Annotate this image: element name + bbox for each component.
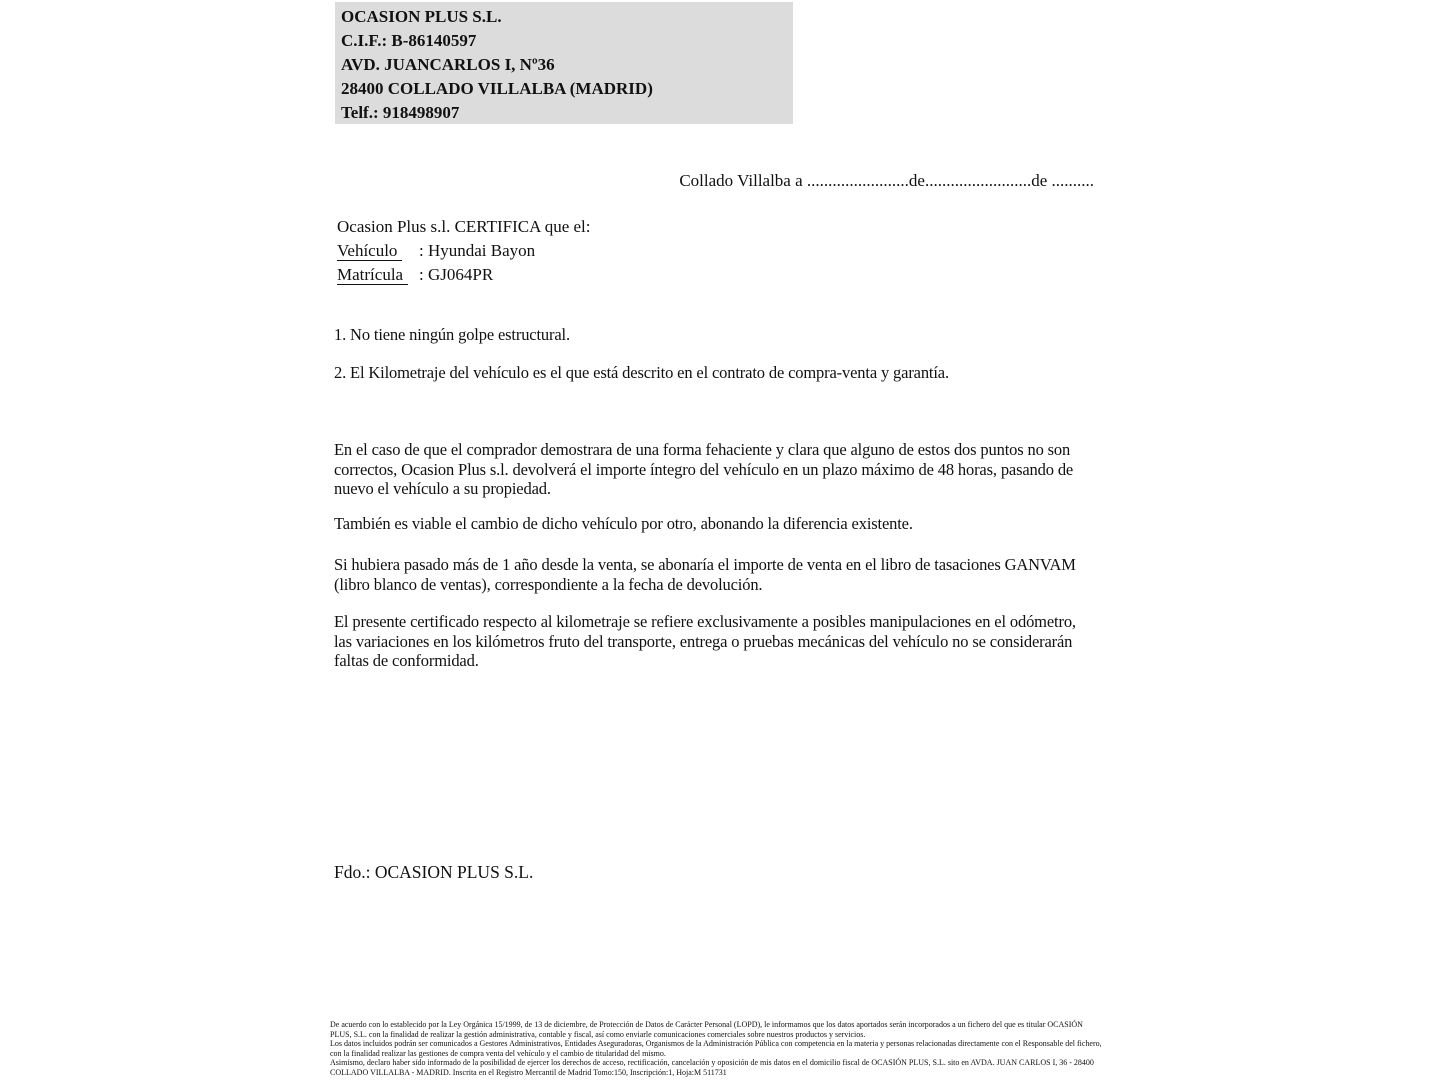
certification-block <box>337 215 1037 287</box>
vehicle-label-box <box>337 239 419 263</box>
certification-intro: Ocasion Plus s.l. CERTIFICA que el: <box>337 217 591 236</box>
vehicle-value: : Hyundai Bayon <box>419 241 536 260</box>
vehicle-row <box>337 239 1037 263</box>
refund-paragraph: En el caso de que el comprador demostrara de una forma fehaciente y clara que alguno de estos dos puntos no son correctos, Ocasion Plus s.l. devolverá el importe íntegro del vehículo en un plazo máximo de 48 horas, pasando de nuevo el vehículo a su propiedad. <box>334 440 1074 498</box>
company-name: OCASION PLUS S.L. <box>341 7 502 26</box>
exchange-paragraph: También es viable el cambio de dicho vehículo por otro, abonando la diferencia existente. <box>334 514 913 533</box>
odometer-paragraph: El presente certificado respecto al kilometraje se refiere exclusivamente a posibles manipulaciones en el odómetro, las variaciones en los kilómetros fruto del transporte, entrega o pruebas mecánicas del vehículo no se considerarán faltas de conformidad. <box>334 612 1076 670</box>
plate-row <box>337 263 1037 287</box>
condition-point-1: 1. No tiene ningún golpe estructural. <box>334 325 570 344</box>
plate-label-box <box>337 263 419 287</box>
plate-label: Matrícula <box>337 265 408 285</box>
condition-point-2: 2. El Kilometraje del vehículo es el que está descrito en el contrato de compra-venta y garantía. <box>334 363 949 382</box>
signature-line: Fdo.: OCASION PLUS S.L. <box>334 862 534 882</box>
company-phone: Telf.: 918498907 <box>341 103 460 122</box>
legal-paragraph-data-sharing: Los datos incluidos podrán ser comunicados a Gestores Administrativos, Entidades Aseguradoras, Organismos de la Administración Pública con competencia en la materia y personas relacionadas directamente con el Responsable del fichero, con la finalidad realizar las gestiones de compra venta del vehículo y el cambio de titularidad del mismo. <box>330 1039 1102 1058</box>
date-line: Collado Villalba a ........................de.........................de .......... <box>679 171 1094 190</box>
vehicle-label: Vehículo <box>337 241 402 261</box>
ganvam-paragraph: Si hubiera pasado más de 1 año desde la venta, se abonaría el importe de venta en el libro de tasaciones GANVAM (libro blanco de ventas), correspondiente a la fecha de devolución. <box>334 555 1076 594</box>
company-cif: C.I.F.: B-86140597 <box>341 31 477 50</box>
company-city: 28400 COLLADO VILLALBA (MADRID) <box>341 79 653 98</box>
company-header-box <box>335 2 793 124</box>
legal-paragraph-lopd: De acuerdo con lo establecido por la Ley Orgánica 15/1999, de 13 de diciembre, de Protección de Datos de Carácter Personal (LOPD), le informamos que los datos aportados serán incorporados a un fichero del que es titular OCASIÓN PLUS, S.L. con la finalidad de realizar la gestión administrativa, contable y fiscal, así como enviarle comunicaciones comerciales sobre nuestros productos y servicios. <box>330 1020 1083 1039</box>
legal-paragraph-rights: Asimismo, declaro haber sido informado de la posibilidad de ejercer los derechos de acceso, rectificación, cancelación y oposición de mis datos en el domicilio fiscal de OCASIÓN PLUS, S.L. sito en AVDA. JUAN CARLOS I, 36 - 28400 COLLADO VILLALBA - MADRID. Inscrita en el Registro Mercantil de Madrid Tomo:150, Inscripción:1, Hoja:M 511731 <box>330 1058 1094 1077</box>
company-address: AVD. JUANCARLOS I, Nº36 <box>341 55 555 74</box>
legal-footer <box>330 1020 1102 1078</box>
plate-value: : GJ064PR <box>419 265 494 284</box>
